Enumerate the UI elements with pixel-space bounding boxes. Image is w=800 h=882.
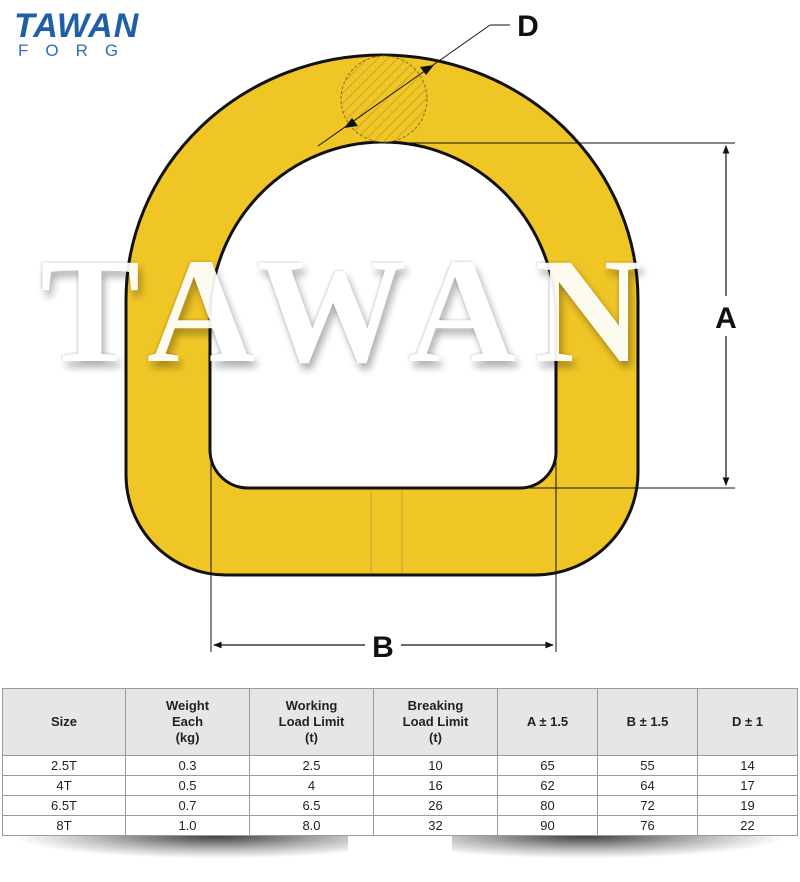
table-header-d: D ± 1 bbox=[698, 689, 798, 756]
table-cell: 6.5T bbox=[3, 796, 126, 816]
table-header-bll: Breaking Load Limit (t) bbox=[374, 689, 498, 756]
table-cell: 14 bbox=[698, 756, 798, 776]
table-cell: 8T bbox=[3, 816, 126, 836]
table-cell: 10 bbox=[374, 756, 498, 776]
table-cell: 19 bbox=[698, 796, 798, 816]
table-row bbox=[3, 776, 798, 796]
table-cell: 6.5 bbox=[250, 796, 374, 816]
table-cell: 90 bbox=[498, 816, 598, 836]
table-cell: 8.0 bbox=[250, 816, 374, 836]
table-cell: 22 bbox=[698, 816, 798, 836]
logo-subtext: FORG bbox=[18, 41, 136, 60]
table-cell: 64 bbox=[598, 776, 698, 796]
table-cell: 4 bbox=[250, 776, 374, 796]
table-header-row bbox=[3, 689, 798, 756]
table-header-b: B ± 1.5 bbox=[598, 689, 698, 756]
table-cell: 0.5 bbox=[126, 776, 250, 796]
dim-b-label: B bbox=[372, 631, 394, 664]
table-cell: 4T bbox=[3, 776, 126, 796]
table-cell: 0.7 bbox=[126, 796, 250, 816]
table-row bbox=[3, 796, 798, 816]
watermark-text: TAWAN bbox=[40, 228, 661, 394]
table-cell: 80 bbox=[498, 796, 598, 816]
table-cell: 16 bbox=[374, 776, 498, 796]
logo-wordmark: TAWAN bbox=[14, 7, 140, 45]
table-header-wll: Working Load Limit (t) bbox=[250, 689, 374, 756]
table-cell: 1.0 bbox=[126, 816, 250, 836]
drop-shadow-right bbox=[452, 836, 782, 858]
table-cell: 62 bbox=[498, 776, 598, 796]
table-cell: 26 bbox=[374, 796, 498, 816]
table-cell: 2.5 bbox=[250, 756, 374, 776]
table-cell: 65 bbox=[498, 756, 598, 776]
table-cell: 32 bbox=[374, 816, 498, 836]
table-row bbox=[3, 756, 798, 776]
spec-table bbox=[2, 688, 798, 836]
table-header-a: A ± 1.5 bbox=[498, 689, 598, 756]
table-row bbox=[3, 816, 798, 836]
table-cell: 0.3 bbox=[126, 756, 250, 776]
table-header-size: Size bbox=[3, 689, 126, 756]
dim-a-label: A bbox=[715, 302, 737, 335]
table-cell: 76 bbox=[598, 816, 698, 836]
table-cell: 17 bbox=[698, 776, 798, 796]
dim-d-label: D bbox=[517, 10, 539, 43]
table-cell: 55 bbox=[598, 756, 698, 776]
table-header-weight: Weight Each (kg) bbox=[126, 689, 250, 756]
table-cell: 72 bbox=[598, 796, 698, 816]
table-cell: 2.5T bbox=[3, 756, 126, 776]
table-drop-shadow bbox=[18, 836, 782, 858]
drop-shadow-left bbox=[18, 836, 348, 858]
